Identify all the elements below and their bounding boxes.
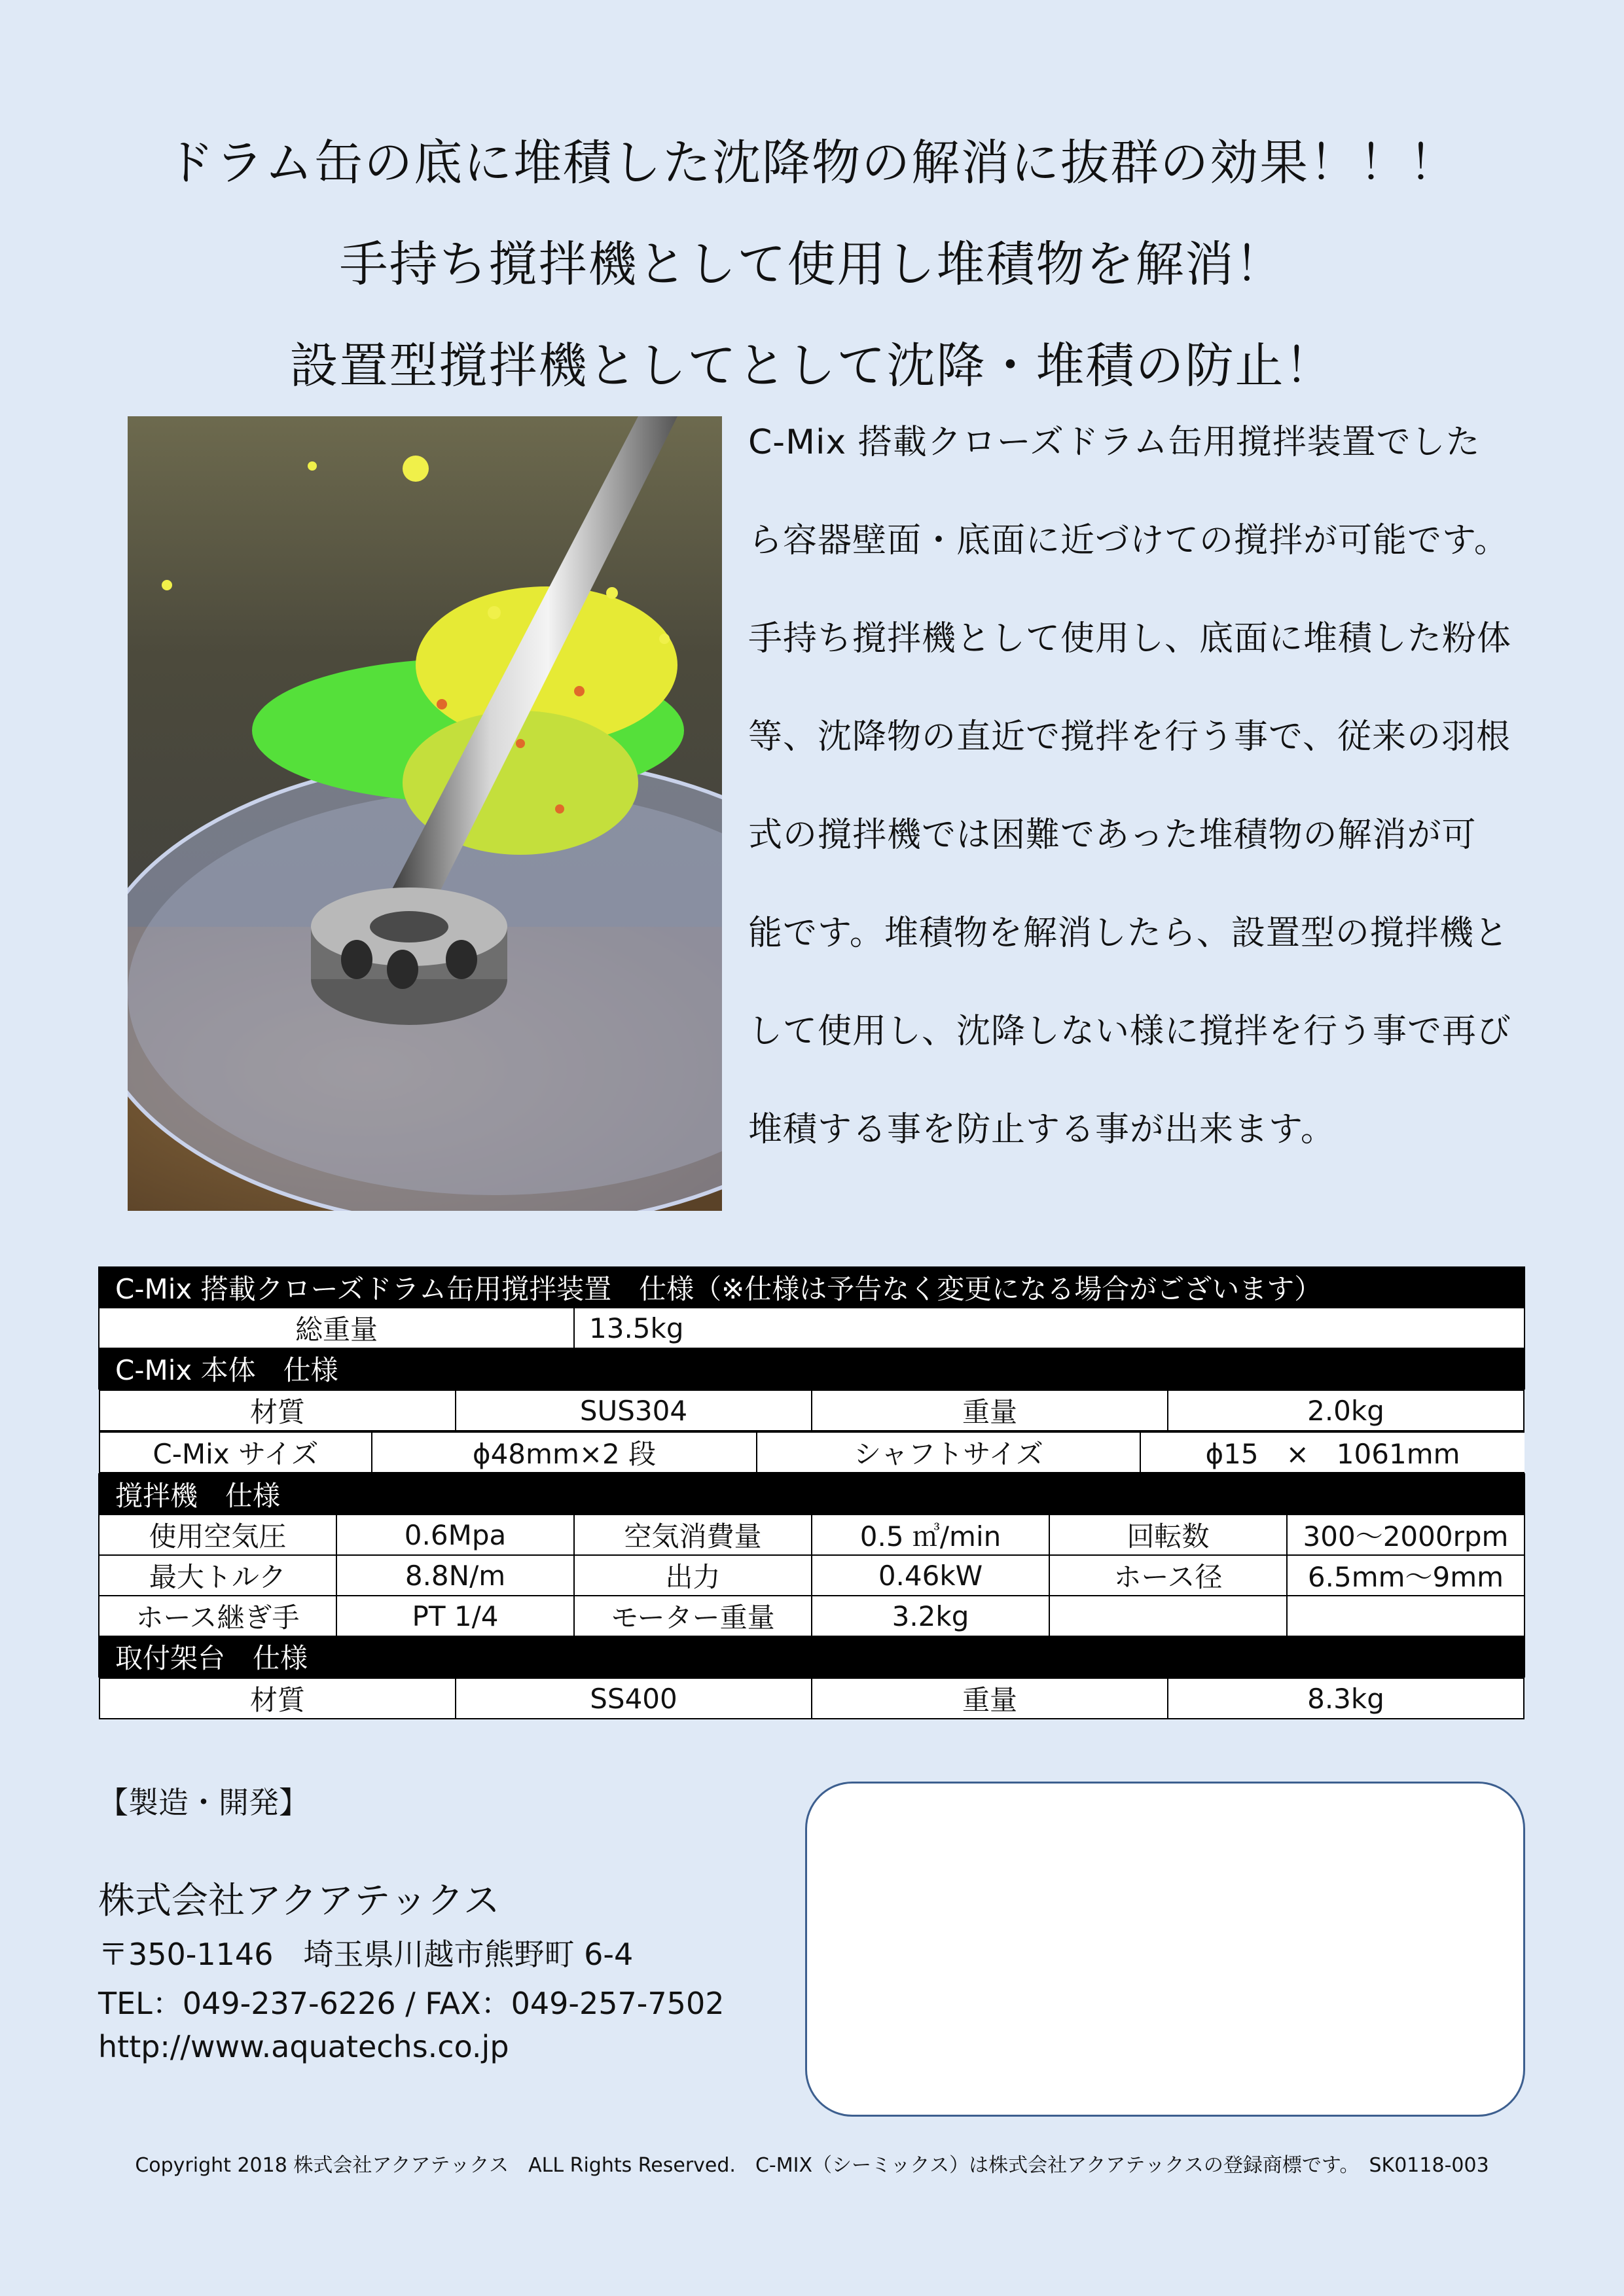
frame-weight-value: 8.3kg (1168, 1678, 1524, 1719)
spec-cell: 3.2kg (812, 1596, 1049, 1636)
product-photo (128, 416, 722, 1211)
headline-3: 設置型撹拌機としてとして沈降・堆積の防止！ (289, 338, 1335, 394)
spec-cell: 回転数 (1049, 1515, 1287, 1555)
weight-value: 2.0kg (1168, 1390, 1524, 1431)
intro-line: 堆積する事を防止する事が出来ます。 (748, 1110, 1335, 1149)
frame-weight-label: 重量 (812, 1678, 1168, 1719)
table-row (99, 1431, 1525, 1474)
spec-cell: 6.5mm〜9mm (1287, 1555, 1525, 1596)
material-label: 材質 (99, 1390, 456, 1431)
spec-cell: 使用空気圧 (99, 1515, 336, 1555)
company-url[interactable]: http://www.aquatechs.co.jp (98, 2029, 509, 2064)
intro-line: C-Mix 搭載クローズドラム缶用撹拌装置でした (748, 423, 1481, 462)
table-row (99, 1677, 1525, 1719)
spec-title: C-Mix 搭載クローズドラム缶用撹拌装置 仕様（※仕様は予告なく変更になる場合がございます） (99, 1267, 1525, 1308)
spec-cell: モーター重量 (574, 1596, 812, 1636)
size-label: C-Mix サイズ (99, 1432, 372, 1473)
spec-cell: 空気消費量 (574, 1515, 812, 1555)
spec-cell: ホース径 (1049, 1555, 1287, 1596)
spec-cell: 8.8N/m (336, 1555, 574, 1596)
intro-line: して使用し、沈降しない様に撹拌を行う事で再び (748, 1012, 1512, 1051)
company-phone: TEL：049-237-6226 / FAX：049-257-7502 (98, 1986, 725, 2021)
intro-line: 手持ち撹拌機として使用し、底面に堆積した粉体 (748, 619, 1512, 658)
copyright-footer: Copyright 2018 株式会社アクアテックス ALL Rights Reserved. C-MIX（シーミックス）は株式会社アクアテックスの登録商標です。 SK0118-003 (135, 2154, 1489, 2177)
spec-cell: 出力 (574, 1555, 812, 1596)
intro-line: 式の撹拌機では困難であった堆積物の解消が可 (748, 816, 1477, 855)
spec-cell: 300〜2000rpm (1287, 1515, 1525, 1555)
mixer-header-row (99, 1474, 1525, 1515)
dealer-stamp-box (805, 1782, 1525, 2117)
spec-table (98, 1266, 1525, 1719)
spec-cell: PT 1/4 (336, 1596, 574, 1636)
intro-text (748, 416, 1534, 1202)
intro-line: 等、沈降物の直近で撹拌を行う事で、従来の羽根 (748, 717, 1511, 757)
table-row (99, 1389, 1525, 1431)
headline-1: ドラム缶の底に堆積した沈降物の解消に抜群の効果！！！ (165, 135, 1459, 191)
spec-cell: ホース継ぎ手 (99, 1596, 336, 1636)
table-row (99, 1515, 1525, 1555)
spec-cell: 0.46kW (812, 1555, 1049, 1596)
total-weight-label: 総重量 (99, 1308, 574, 1348)
spec-cell (1287, 1596, 1525, 1636)
frame-material-label: 材質 (99, 1678, 456, 1719)
company-address: 〒350-1146 埼玉県川越市熊野町 6-4 (98, 1937, 634, 1972)
frame-header: 取付架台 仕様 (99, 1636, 1525, 1677)
intro-line: ら容器壁面・底面に近づけての撹拌が可能です。 (748, 521, 1509, 560)
body-header: C-Mix 本体 仕様 (99, 1348, 1525, 1389)
intro-line: 能です。堆積物を解消したら、設置型の撹拌機と (748, 914, 1509, 953)
spec-title-row (99, 1267, 1525, 1308)
total-weight-value: 13.5kg (574, 1308, 1525, 1348)
material-value: SUS304 (456, 1390, 812, 1431)
shaft-value: ϕ15 × 1061mm (1140, 1432, 1525, 1473)
frame-header-row (99, 1636, 1525, 1677)
spec-cell (1049, 1596, 1287, 1636)
size-value: ϕ48mm×2 段 (372, 1432, 757, 1473)
frame-material-value: SS400 (456, 1678, 812, 1719)
table-row (99, 1308, 1525, 1348)
headline-2: 手持ち撹拌機として使用し堆積物を解消！ (339, 236, 1285, 293)
maker-label: 【製造・開発】 (98, 1785, 309, 1820)
shaft-label: シャフトサイズ (757, 1432, 1140, 1473)
mixer-header: 撹拌機 仕様 (99, 1474, 1525, 1515)
company-name: 株式会社アクアテックス (98, 1880, 500, 1922)
spec-cell: 最大トルク (99, 1555, 336, 1596)
spec-cell: 0.6Mpa (336, 1515, 574, 1555)
spec-cell: 0.5 ㎥/min (812, 1515, 1049, 1555)
table-row (99, 1555, 1525, 1596)
body-header-row (99, 1348, 1525, 1389)
table-row (99, 1596, 1525, 1636)
weight-label: 重量 (812, 1390, 1168, 1431)
